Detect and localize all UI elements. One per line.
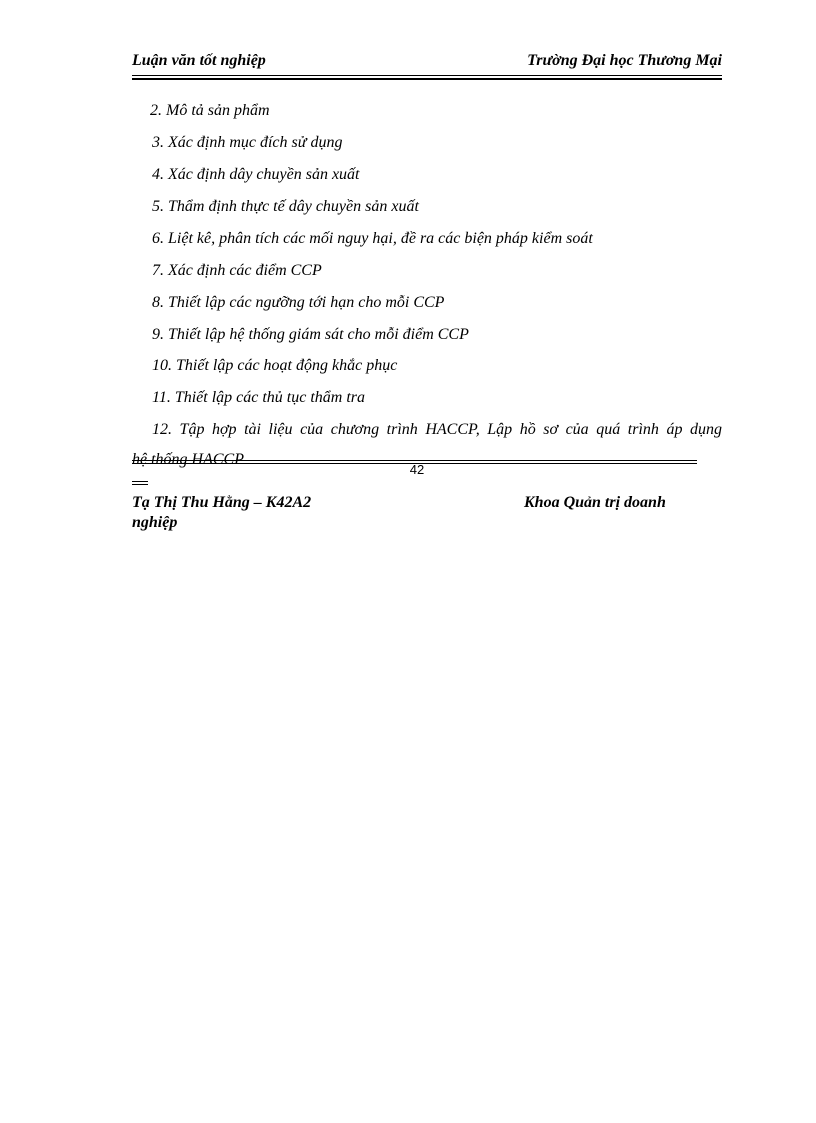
page-break-line-1: [132, 460, 697, 461]
step-9: 9. Thiết lập hệ thống giám sát cho mỗi điểm CCP: [152, 326, 469, 343]
step-5: 5. Thẩm định thực tế dây chuyền sản xuất: [152, 198, 419, 215]
footer-faculty: Khoa Quản trị doanh: [524, 494, 666, 511]
step-10: 10. Thiết lập các hoạt động khắc phục: [152, 357, 398, 374]
step-11: 11. Thiết lập các thủ tục thẩm tra: [152, 389, 366, 406]
step-6: 6. Liệt kê, phân tích các mối nguy hại, đề ra các biện pháp kiểm soát: [152, 230, 593, 247]
step-12: 12. Tập hợp tài liệu của chương trình HACCP, Lập hồ sơ của quá trình áp dụng: [152, 421, 722, 438]
step-3: 3. Xác định mục đích sử dụng: [152, 134, 343, 151]
step-2: 2. Mô tả sản phẩm: [150, 102, 270, 119]
header-university-name: Trường Đại học Thương Mại: [527, 52, 722, 69]
step-8: 8. Thiết lập các ngưỡng tới hạn cho mỗi CCP: [152, 294, 445, 311]
footer-rule-mark-2: [132, 484, 148, 485]
step-7: 7. Xác định các điểm CCP: [152, 262, 322, 279]
footer-faculty-continuation: nghiệp: [132, 514, 178, 531]
step-4: 4. Xác định dây chuyền sản xuất: [152, 166, 360, 183]
footer-author: Tạ Thị Thu Hằng – K42A2: [132, 494, 312, 511]
header-rule-thin: [132, 75, 722, 76]
header-rule-thick: [132, 78, 722, 80]
footer-rule-mark-1: [132, 481, 148, 482]
page-number: 42: [409, 462, 425, 477]
header-thesis-label: Luận văn tốt nghiệp: [132, 52, 266, 69]
step-12-continuation: hệ thống HACCP: [132, 451, 244, 468]
